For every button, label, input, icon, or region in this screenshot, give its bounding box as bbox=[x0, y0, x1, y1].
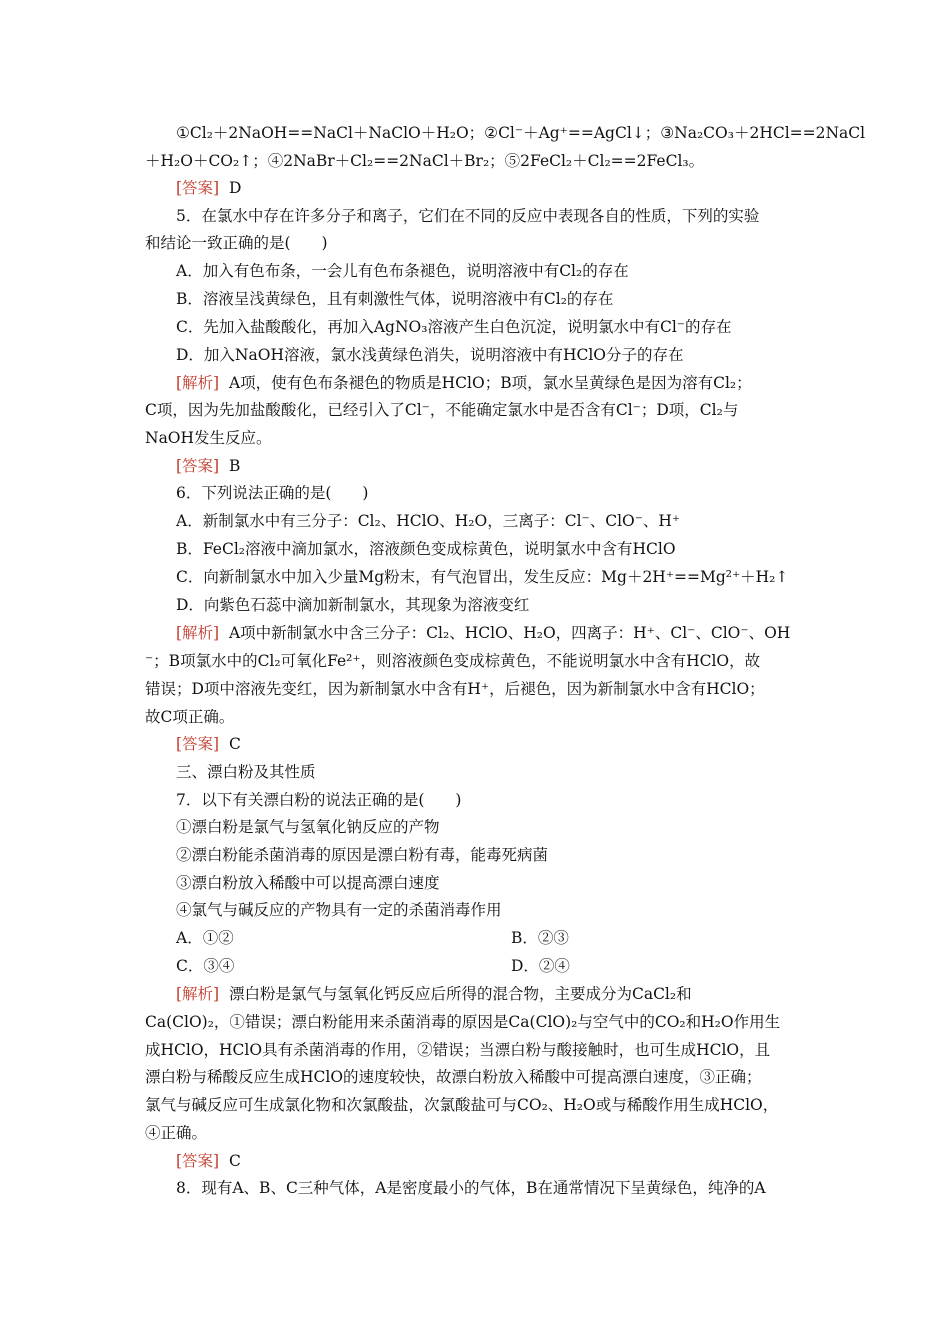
text-line bbox=[176, 873, 810, 893]
text-line bbox=[176, 123, 866, 143]
line-text: 故C项正确。 bbox=[145, 708, 235, 726]
text-line bbox=[176, 539, 810, 559]
line-text: C．先加入盐酸酸化，再加入AgNO₃溶液产生白色沉淀，说明氯水中有Cl⁻的存在 bbox=[176, 318, 732, 336]
text-line bbox=[176, 623, 810, 643]
text-line bbox=[176, 984, 810, 1004]
text-line bbox=[176, 956, 810, 976]
text-line bbox=[145, 1123, 810, 1143]
line-text: 错误；D项中溶液先变红，因为新制氯水中含有H⁺，后褪色，因为新制氯水中含有HClO； bbox=[145, 680, 765, 698]
line-text: C bbox=[228, 735, 241, 753]
option-right-column: B．②③ bbox=[511, 929, 569, 947]
text-line bbox=[176, 567, 810, 587]
line-text: C．③④ bbox=[176, 957, 235, 975]
line-text: 漂白粉与稀酸反应生成HClO的速度较快，故漂白粉放入稀酸中可提高漂白速度，③正确； bbox=[145, 1068, 762, 1086]
line-text: ①漂白粉是氯气与氢氧化钠反应的产物 bbox=[176, 818, 440, 836]
text-line bbox=[176, 483, 810, 503]
line-text: ④正确。 bbox=[145, 1124, 208, 1142]
line-text: Ca(ClO)₂，①错误；漂白粉能用来杀菌消毒的原因是Ca(ClO)₂与空气中的CO₂和H₂O作用生 bbox=[145, 1013, 781, 1031]
answer-tag: [答案] bbox=[176, 735, 220, 753]
text-line bbox=[176, 206, 810, 226]
line-text: A项中新制氯水中含三分子：Cl₂、HClO、H₂O，四离子：H⁺、Cl⁻、ClO⁻、OH bbox=[228, 624, 791, 642]
line-text: 成HClO，HClO具有杀菌消毒的作用，②错误；当漂白粉与酸接触时，也可生成HClO，且 bbox=[145, 1041, 771, 1059]
text-line bbox=[176, 790, 810, 810]
line-text: ④氯气与碱反应的产物具有一定的杀菌消毒作用 bbox=[176, 901, 502, 919]
answer-tag: [解析] bbox=[176, 624, 220, 642]
text-line bbox=[145, 233, 810, 253]
line-text: 5．在氯水中存在许多分子和离子，它们在不同的反应中表现各自的性质，下列的实验 bbox=[176, 207, 760, 225]
text-line bbox=[176, 511, 810, 531]
text-line bbox=[176, 1178, 810, 1198]
line-text: A．新制氯水中有三分子：Cl₂、HClO、H₂O，三离子：Cl⁻、ClO⁻、H⁺ bbox=[176, 512, 681, 530]
text-line bbox=[176, 317, 810, 337]
line-text: C项，因为先加盐酸酸化，已经引入了Cl⁻，不能确定氯水中是否含有Cl⁻；D项，Cl₂与 bbox=[145, 401, 739, 419]
line-text: B．溶液呈浅黄绿色，且有刺激性气体，说明溶液中有Cl₂的存在 bbox=[176, 290, 614, 308]
text-line bbox=[176, 261, 810, 281]
option-right-column: D．②④ bbox=[511, 957, 570, 975]
text-line bbox=[176, 595, 810, 615]
text-line bbox=[145, 1095, 810, 1115]
line-text: B bbox=[228, 457, 241, 475]
text-line bbox=[145, 1012, 810, 1032]
text-line bbox=[176, 289, 810, 309]
line-text: D bbox=[228, 179, 242, 197]
text-line bbox=[145, 400, 810, 420]
text-line bbox=[145, 651, 810, 671]
text-line bbox=[145, 1040, 810, 1060]
line-text: C．向新制氯水中加入少量Mg粉末，有气泡冒出，发生反应：Mg＋2H⁺==Mg²⁺＋H₂↑ bbox=[176, 568, 789, 586]
line-text: D．加入NaOH溶液，氯水浅黄绿色消失，说明溶液中有HClO分子的存在 bbox=[176, 346, 684, 364]
line-text: A．加入有色布条，一会儿有色布条褪色，说明溶液中有Cl₂的存在 bbox=[176, 262, 629, 280]
text-line bbox=[145, 1067, 810, 1087]
text-line bbox=[176, 456, 810, 476]
text-line bbox=[145, 679, 810, 699]
line-text: D．向紫色石蕊中滴加新制氯水，其现象为溶液变红 bbox=[176, 596, 530, 614]
line-text: C bbox=[228, 1152, 241, 1170]
line-text: 和结论一致正确的是( ) bbox=[145, 234, 328, 252]
text-line bbox=[145, 707, 810, 727]
text-line bbox=[176, 900, 810, 920]
line-text: A．①② bbox=[176, 929, 234, 947]
line-text: ②漂白粉能杀菌消毒的原因是漂白粉有毒，能毒死病菌 bbox=[176, 846, 549, 864]
line-text: ①Cl₂＋2NaOH==NaCl＋NaClO＋H₂O；②Cl⁻＋Ag⁺==AgCl↓；③Na₂CO₃＋2HCl==2NaCl bbox=[176, 124, 866, 142]
answer-tag: [解析] bbox=[176, 374, 220, 392]
answer-tag: [解析] bbox=[176, 985, 220, 1003]
text-line bbox=[176, 373, 810, 393]
text-line bbox=[145, 151, 810, 171]
answer-tag: [答案] bbox=[176, 1152, 220, 1170]
line-text: 7．以下有关漂白粉的说法正确的是( ) bbox=[176, 791, 462, 809]
line-text: NaOH发生反应。 bbox=[145, 429, 272, 447]
answer-tag: [答案] bbox=[176, 457, 220, 475]
text-line bbox=[145, 428, 810, 448]
line-text: 漂白粉是氯气与氢氧化钙反应后所得的混合物，主要成分为CaCl₂和 bbox=[228, 985, 692, 1003]
line-text: ⁻；B项氯水中的Cl₂可氧化Fe²⁺，则溶液颜色变成棕黄色，不能说明氯水中含有HClO，故 bbox=[145, 652, 761, 670]
line-text: B．FeCl₂溶液中滴加氯水，溶液颜色变成棕黄色，说明氯水中含有HClO bbox=[176, 540, 676, 558]
text-line bbox=[176, 178, 810, 198]
line-text: ③漂白粉放入稀酸中可以提高漂白速度 bbox=[176, 874, 440, 892]
text-line bbox=[176, 845, 810, 865]
text-line bbox=[176, 928, 810, 948]
line-text: 三、漂白粉及其性质 bbox=[176, 763, 316, 781]
line-text: ＋H₂O＋CO₂↑；④2NaBr＋Cl₂==2NaCl＋Br₂；⑤2FeCl₂＋Cl₂==2FeCl₃。 bbox=[145, 152, 705, 170]
text-line bbox=[176, 734, 810, 754]
line-text: A项，使有色布条褪色的物质是HClO；B项，氯水呈黄绿色是因为溶有Cl₂； bbox=[228, 374, 752, 392]
answer-tag: [答案] bbox=[176, 179, 220, 197]
text-line bbox=[176, 1151, 810, 1171]
text-line bbox=[176, 817, 810, 837]
line-text: 8．现有A、B、C三种气体，A是密度最小的气体，B在通常情况下呈黄绿色，纯净的A bbox=[176, 1179, 766, 1197]
text-line bbox=[176, 345, 810, 365]
line-text: 6．下列说法正确的是( ) bbox=[176, 484, 369, 502]
text-line bbox=[176, 762, 810, 782]
line-text: 氯气与碱反应可生成氯化物和次氯酸盐，次氯酸盐可与CO₂、H₂O或与稀酸作用生成HClO， bbox=[145, 1096, 779, 1114]
